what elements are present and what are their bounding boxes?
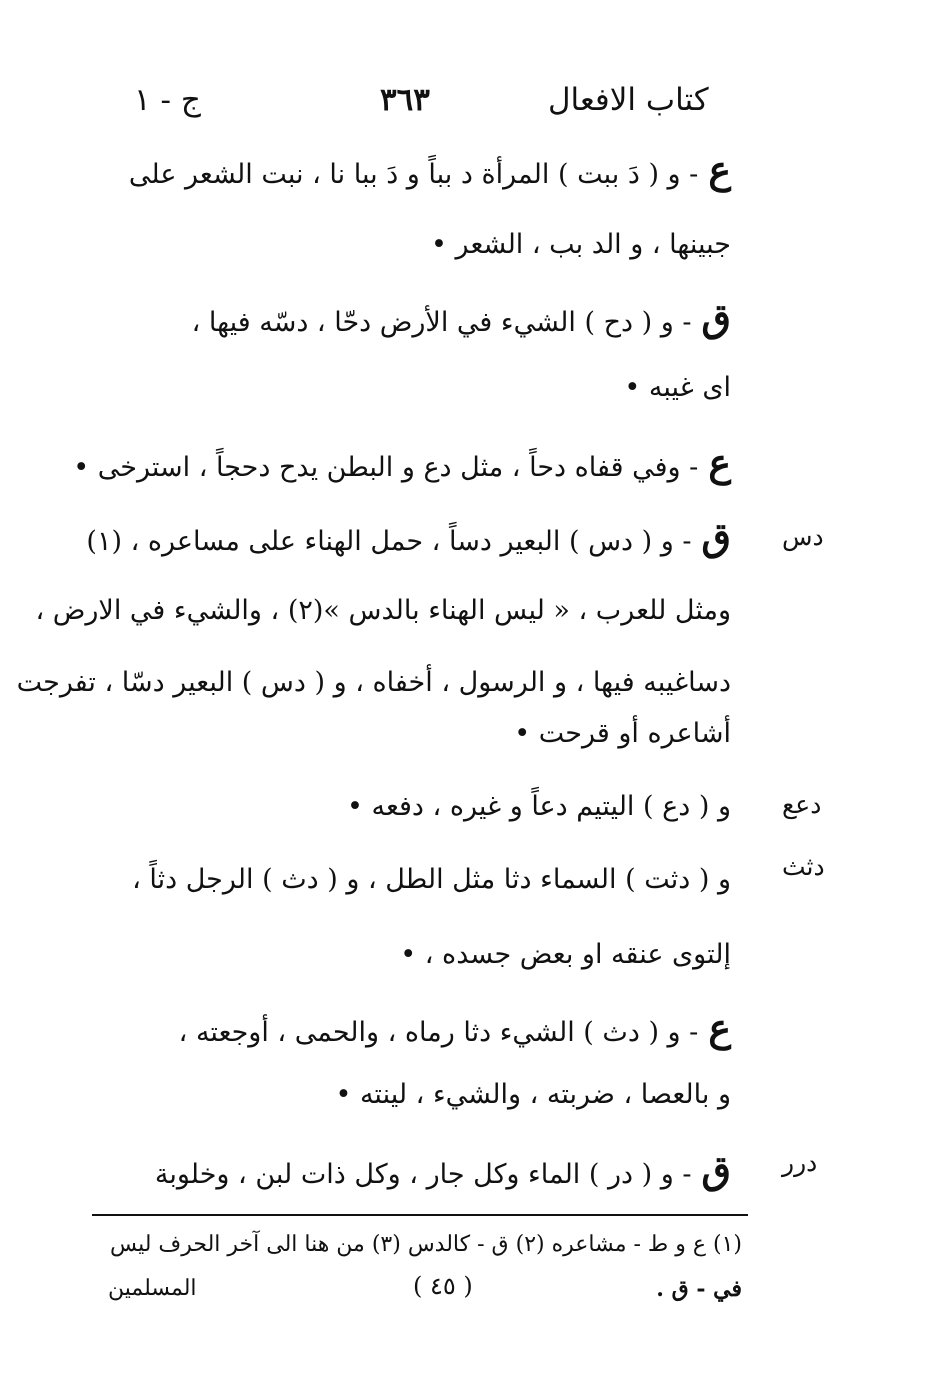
entry-text: - و ( دس ) البعير دساً ، حمل الهناء على مساعره ، (١) xyxy=(86,526,692,557)
margin-root-word: درر xyxy=(782,1148,818,1177)
entry-text: اى غيبه • xyxy=(624,372,731,403)
entry-text: إلتوى عنقه او بعض جسده ، • xyxy=(400,939,731,970)
entry-line xyxy=(178,1005,731,1053)
entry-line xyxy=(128,147,731,195)
entry-line xyxy=(73,440,731,488)
entry-line xyxy=(624,368,731,408)
entry-text: - وفي قفاه دحاً ، مثل دع و البطن يدح دحجاً ، استرخى • xyxy=(73,452,699,483)
publisher-name: المسلمين xyxy=(108,1276,197,1301)
volume-label: ج - ١ xyxy=(134,82,201,118)
entry-text: و ( دع ) اليتيم دعاً و غيره ، دفعه • xyxy=(347,791,731,822)
entry-text: جبينها ، و الد بب ، الشعر • xyxy=(431,229,731,260)
entry-text: - و ( دح ) الشيء في الأرض دحّا ، دسّه فيها ، xyxy=(191,307,692,338)
footnote-line: (١) ع و ط - مشاعره (٢) ق - كالدس (٣) من هنا الى آخر الحرف ليس xyxy=(110,1232,742,1257)
entry-line xyxy=(154,1147,731,1195)
source-marker: ق xyxy=(701,1147,731,1192)
source-marker: ق xyxy=(701,514,731,559)
book-title: كتاب الافعال xyxy=(548,82,709,118)
printer-signature: ( ٤٥ ) xyxy=(413,1272,473,1300)
source-marker: ق xyxy=(701,295,731,340)
entry-line xyxy=(191,295,731,343)
entry-line xyxy=(86,514,731,562)
entry-text: - و ( دَ ببت ) المرأة د بباً و دَ ببا نا ، نبت الشعر على xyxy=(128,159,699,190)
source-marker: ع xyxy=(708,147,731,192)
footnote-divider xyxy=(92,1214,748,1216)
margin-root-word: دعع xyxy=(782,790,822,819)
source-marker: ع xyxy=(708,440,731,485)
entry-line xyxy=(347,787,731,827)
entry-line xyxy=(431,225,731,265)
entry-line xyxy=(17,663,731,703)
margin-root-word: دثث xyxy=(782,852,825,881)
entry-text: - و ( دث ) الشيء دثا رماه ، والحمى ، أوجعته ، xyxy=(178,1017,699,1048)
page-number: ٣٦٣ xyxy=(380,82,430,118)
entry-text: و بالعصا ، ضربته ، والشيء ، لينته • xyxy=(335,1079,731,1110)
entry-line xyxy=(132,860,731,900)
entry-text: و ( دثت ) السماء دثا مثل الطل ، و ( دث ) الرجل دثاً ، xyxy=(132,864,731,895)
entry-line xyxy=(400,935,731,975)
source-marker: ع xyxy=(708,1005,731,1050)
margin-root-word: دس xyxy=(782,522,824,551)
entry-text: - و ( در ) الماء وكل جار ، وكل ذات لبن ، وخلوبة xyxy=(154,1159,692,1190)
entry-text: أشاعره أو قرحت • xyxy=(514,718,731,749)
entry-line xyxy=(35,591,731,631)
footnote-line: في - ق . xyxy=(656,1276,742,1302)
entry-line xyxy=(514,714,731,754)
entry-line xyxy=(335,1075,731,1115)
entry-text: دساغيبه فيها ، و الرسول ، أخفاه ، و ( دس ) البعير دسّا ، تفرجت xyxy=(16,667,731,698)
entry-text: ومثل للعرب ، « ليس الهناء بالدس »(٢) ، والشيء في الارض ، xyxy=(35,595,731,626)
